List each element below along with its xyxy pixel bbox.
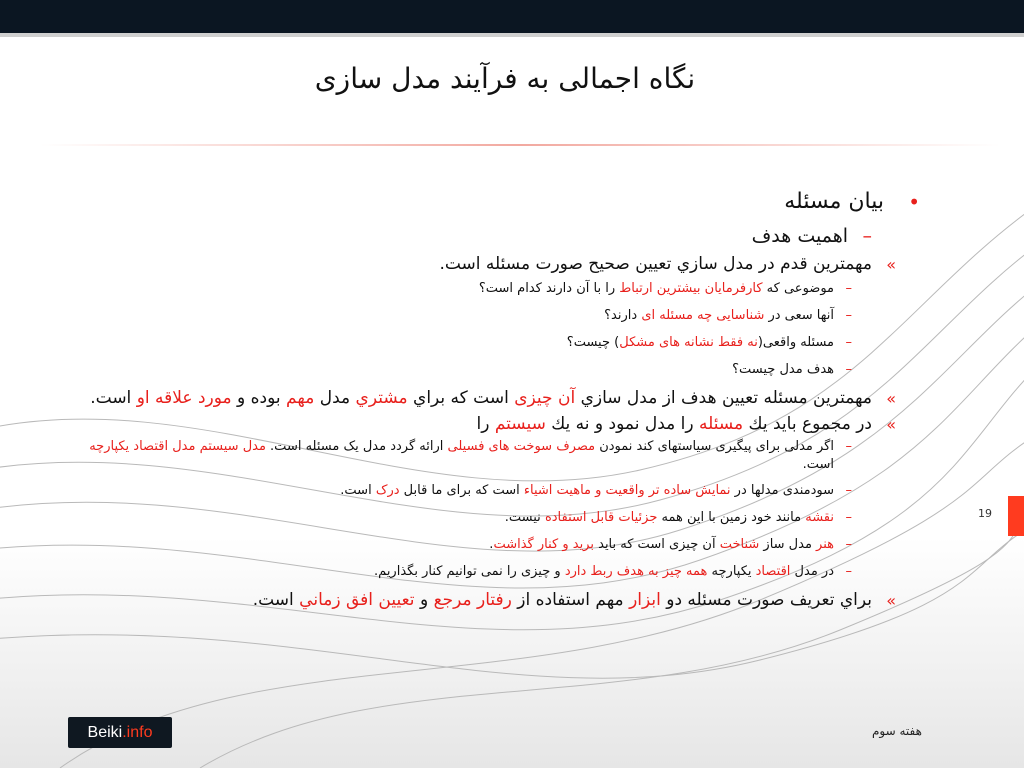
bullet-goal-importance	[77, 222, 912, 250]
text: در مجموع بايد يك	[743, 414, 872, 434]
highlight: هنر	[816, 537, 834, 552]
text: ) چیست؟	[566, 335, 620, 350]
heading-problem-statement: بیان مسئله	[784, 189, 884, 214]
text: را مدل نمود و نه يك	[545, 414, 699, 434]
logo-ext-text: .info	[122, 724, 153, 741]
subpoint-2	[77, 305, 912, 326]
bullet-dash-icon: –	[845, 362, 852, 377]
bullet-dash-icon: –	[845, 483, 852, 498]
bullet-dash-icon: –	[845, 308, 852, 323]
bullet-chevron-icon: »	[886, 255, 896, 274]
point-1	[77, 252, 912, 277]
bullet-problem-statement	[77, 186, 920, 218]
text: است.	[90, 388, 137, 408]
subpoint-3	[77, 332, 912, 353]
bullet-dash-icon: –	[845, 281, 852, 296]
bullet-chevron-icon: »	[886, 389, 896, 408]
highlight: شناخت	[719, 537, 760, 552]
text: براي تعريف صورت مسئله دو	[660, 590, 872, 610]
highlight: مصرف سوخت های فسیلی	[447, 439, 596, 454]
text: مانند خود زمین با این همه	[657, 510, 806, 525]
text: است.	[252, 590, 300, 610]
text: آن چیزی است که باید	[593, 537, 720, 552]
subheading-goal-importance: اهمیت هدف	[751, 225, 848, 247]
bullet-chevron-icon: »	[886, 591, 896, 610]
bullet-dash-icon: –	[845, 335, 852, 350]
text: یکپارچه	[707, 564, 756, 579]
text: اگر مدلی برای پیگیری سیاستهای کند نمودن	[595, 439, 834, 454]
text: ارائه گردد مدل یک مسئله است.	[265, 439, 448, 454]
text: را با آن دارند کدام است؟	[478, 281, 620, 296]
highlight: مهم	[286, 388, 315, 408]
bullet-dash-icon: –	[845, 510, 852, 525]
text: است که براي	[407, 388, 515, 408]
page-marker-tab	[1008, 496, 1024, 536]
subpoint-1	[77, 278, 912, 299]
slide-title: نگاه اجمالی به فرآیند مدل سازی	[314, 62, 696, 95]
title-divider	[40, 144, 1000, 146]
highlight: همه چیز به هدف ربط دارد	[564, 564, 708, 579]
highlight: کارفرمایان بیشترین ارتباط	[619, 281, 763, 296]
bullet-dash-icon: –	[862, 225, 872, 247]
highlight: نه فقط نشانه های مشکل	[619, 335, 758, 350]
text: در مدل	[790, 564, 834, 579]
text: را	[476, 414, 495, 434]
subpoint-7	[77, 507, 912, 528]
highlight: مورد علاقه او	[136, 388, 232, 408]
text: مهمترين مسئله تعيين هدف از مدل سازي	[575, 388, 872, 408]
text: است.	[802, 457, 834, 472]
highlight: ابزار	[629, 590, 661, 610]
highlight: مسئله	[698, 414, 744, 434]
highlight: آن چیزی	[514, 388, 576, 408]
text: و	[414, 590, 434, 610]
highlight: تعيين افق زماني	[299, 590, 415, 610]
bullet-dash-icon: –	[845, 439, 852, 454]
subpoint-5	[77, 438, 912, 474]
slide-content	[77, 186, 920, 614]
text: موضوعی که	[762, 281, 834, 296]
highlight: مدل سیستم مدل اقتصاد یکپارچه	[89, 439, 266, 454]
page-number: 19	[978, 507, 992, 520]
highlight: درک	[375, 483, 400, 498]
subpoint-9	[77, 561, 912, 582]
text: مهم استفاده از	[511, 590, 630, 610]
highlight: نقشه	[805, 510, 834, 525]
highlight: شناسایی چه مسئله ای	[641, 308, 765, 323]
highlight: سيستم	[494, 414, 546, 434]
text: سودمندی مدلها در	[730, 483, 834, 498]
text: مسئله واقعی(	[757, 335, 834, 350]
highlight: برید و کنار گذاشت	[493, 537, 594, 552]
text: آنها سعی در	[764, 308, 834, 323]
text: مدل	[314, 388, 356, 408]
point-1-text: مهمترين قدم در مدل سازي تعيين صحيح صورت مسئله است.	[439, 254, 872, 274]
highlight: مشتري	[355, 388, 408, 408]
text: بوده و	[231, 388, 287, 408]
highlight: نمایش ساده تر واقعیت و ماهیت اشیاء	[523, 483, 731, 498]
subpoint-6	[77, 480, 912, 501]
text: دارند؟	[604, 308, 642, 323]
subpoint-4	[77, 359, 912, 380]
bullet-dash-icon: –	[845, 537, 852, 552]
footer-week-label: هفته سوم	[872, 724, 922, 738]
point-2	[77, 386, 912, 411]
text: هدف مدل چیست؟	[732, 362, 834, 377]
bullet-chevron-icon: »	[886, 415, 896, 434]
beiki-logo	[68, 717, 172, 748]
point-4	[77, 588, 912, 613]
subpoint-8	[77, 534, 912, 555]
text: است.	[340, 483, 376, 498]
text: و چیزی را نمی توانیم کنار بگذاریم.	[374, 564, 565, 579]
highlight: جزئیات قابل استفاده	[544, 510, 658, 525]
logo-main-text: Beiki	[87, 724, 123, 741]
highlight: اقتصاد	[755, 564, 791, 579]
text: مدل ساز	[759, 537, 817, 552]
point-3	[77, 412, 912, 437]
bullet-dot-icon: •	[908, 190, 920, 214]
text: .	[489, 537, 494, 552]
highlight: رفتار مرجع	[433, 590, 512, 610]
text: نیست.	[504, 510, 545, 525]
bullet-dash-icon: –	[845, 564, 852, 579]
text: است که برای ما قابل	[399, 483, 524, 498]
